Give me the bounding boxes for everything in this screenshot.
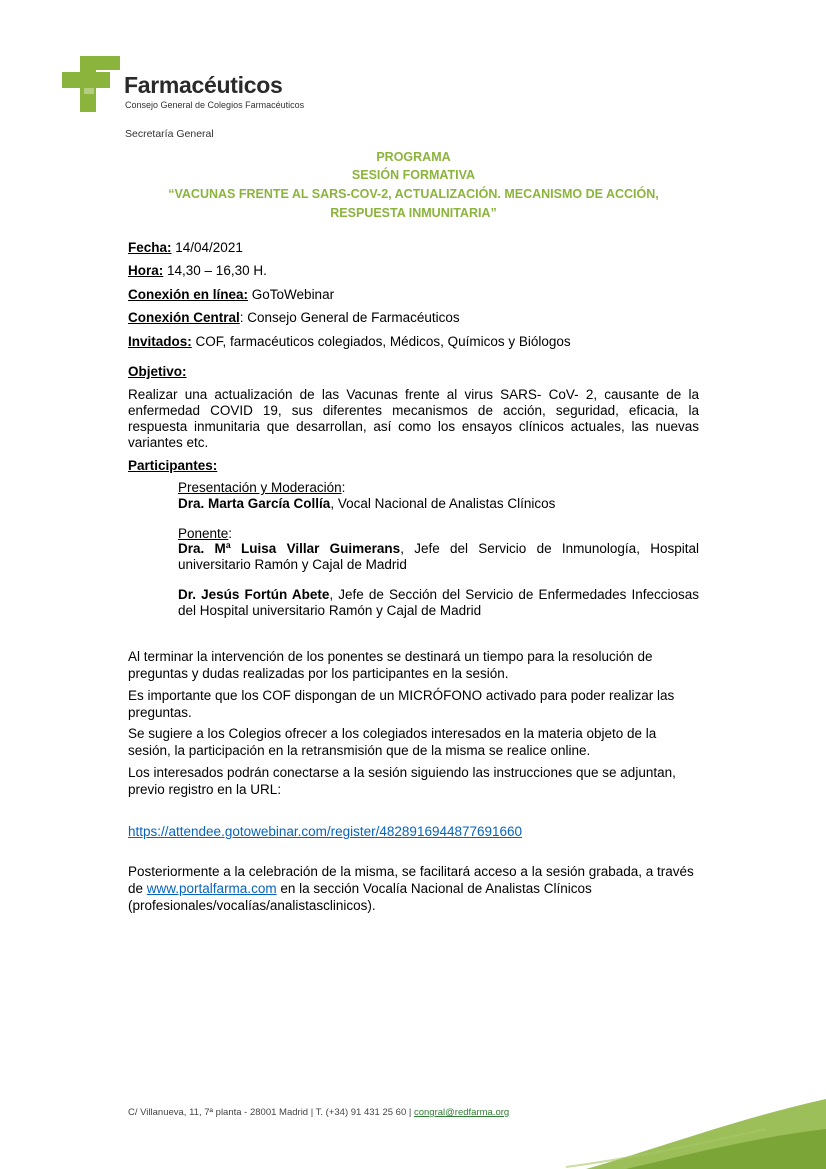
- ponente1-line: [178, 541, 699, 573]
- body-paragraph-4: Los interesados podrán conectarse a la sesión siguiendo las instrucciones que se adjuntan, previo registro en la URL:: [128, 765, 676, 797]
- conexion-central-value: : Consejo General de Farmacéuticos: [239, 310, 460, 325]
- moderador-role: , Vocal Nacional de Analistas Clínicos: [330, 496, 556, 511]
- hora-label: Hora:: [128, 263, 164, 278]
- body-paragraph-3: Se sugiere a los Colegios ofrecer a los colegiados interesados en la materia objeto de la sesión, la participación en la retransmisión que de la misma se realice online.: [128, 726, 657, 758]
- objetivo-label: Objetivo:: [128, 364, 187, 379]
- title-programa: PROGRAMA: [376, 150, 451, 164]
- body-paragraph-2: Es importante que los COF dispongan de un MICRÓFONO activado para poder realizar las preguntas.: [128, 688, 675, 720]
- title-topic-cont: RESPUESTA INMUNITARIA”: [330, 206, 497, 220]
- hora-row: [128, 263, 267, 278]
- body-paragraph-5: [128, 863, 699, 914]
- moderador-line: [178, 496, 699, 512]
- ponente1-name: Dra. Mª Luisa Villar Guimerans: [178, 541, 401, 556]
- fecha-value: 14/04/2021: [171, 240, 243, 255]
- ponente1-role: , Jefe del Servicio de Inmunología, Hospital universitario Ramón y Cajal de Madrid: [178, 541, 699, 572]
- department-label: Secretaría General: [125, 128, 214, 140]
- moderacion-label: Presentación y Moderación: [178, 480, 342, 495]
- participantes-heading: [128, 458, 217, 473]
- objetivo-text: Realizar una actualización de las Vacunas frente al virus SARS- CoV- 2, causante de la enfermedad COVID 19, sus diferentes mecanismos de acción, seguridad, eficacia, la respuesta inmunitaria que desarrollan, así como los ensayos clínicos actuales, las nuevas variantes etc.: [128, 387, 699, 450]
- hora-value: 14,30 – 16,30 H.: [163, 263, 267, 278]
- ponente2-line: [178, 587, 699, 619]
- body-paragraph-5-post: en la sección Vocalía Nacional de Analistas Clínicos (profesionales/vocalías/analistasclinicos).: [128, 881, 592, 913]
- footer-contact: [128, 1107, 509, 1118]
- ponente-label: Ponente: [178, 526, 229, 541]
- conexion-central-row: [128, 310, 460, 325]
- registration-url-link[interactable]: https://attendee.gotowebinar.com/register/4828916944877691660: [128, 824, 523, 839]
- logo-name: Farmacéuticos: [124, 72, 283, 98]
- moderacion-colon: :: [341, 480, 346, 495]
- ponente-colon: :: [228, 526, 233, 541]
- conexion-linea-label: Conexión en línea:: [128, 287, 249, 302]
- conexion-central-label: Conexión Central: [128, 310, 240, 325]
- invitados-label: Invitados:: [128, 334, 192, 349]
- body-paragraph-1: Al terminar la intervención de los ponentes se destinará un tiempo para la resolución de preguntas y dudas realizadas por los participantes en la sesión.: [128, 649, 653, 681]
- footer-address: C/ Villanueva, 11, 7ª planta - 28001 Madrid | T. (+34) 91 431 25 60 |: [128, 1107, 414, 1118]
- title-sesion: SESIÓN FORMATIVA: [351, 168, 476, 182]
- fecha-row: [128, 240, 243, 255]
- portalfarma-link[interactable]: www.portalfarma.com: [146, 881, 277, 896]
- objetivo-heading: [128, 364, 187, 379]
- invitados-value: COF, farmacéuticos colegiados, Médicos, Químicos y Biólogos: [191, 334, 571, 349]
- participantes-label: Participantes:: [128, 458, 218, 473]
- fecha-label: Fecha:: [128, 240, 172, 255]
- moderacion-heading: [178, 480, 699, 496]
- ponente-heading: [178, 526, 699, 542]
- footer-swoosh-decoration: [566, 1079, 826, 1169]
- title-topic: “VACUNAS FRENTE AL SARS-COV-2, ACTUALIZACIÓN. MECANISMO DE ACCIÓN,: [168, 187, 659, 201]
- ponente2-name: Dr. Jesús Fortún Abete: [178, 587, 330, 602]
- invitados-row: [128, 334, 571, 349]
- conexion-linea-row: [128, 287, 334, 302]
- ponente2-role: , Jefe de Sección del Servicio de Enfermedades Infecciosas del Hospital universitario Ramón y Cajal de Madrid: [178, 587, 700, 618]
- body-paragraph-5-pre: Posteriormente a la celebración de la misma, se facilitará acceso a la sesión grabada, a través de: [128, 864, 694, 896]
- registration-url-row: [128, 823, 699, 840]
- conexion-linea-value: GoToWebinar: [248, 287, 335, 302]
- cross-logo-icon: [62, 52, 124, 112]
- moderador-name: Dra. Marta García Collía: [178, 496, 331, 511]
- logo-subtitle: Consejo General de Colegios Farmacéuticos: [125, 100, 305, 110]
- footer-email-link[interactable]: congral@redfarma.org: [413, 1107, 510, 1118]
